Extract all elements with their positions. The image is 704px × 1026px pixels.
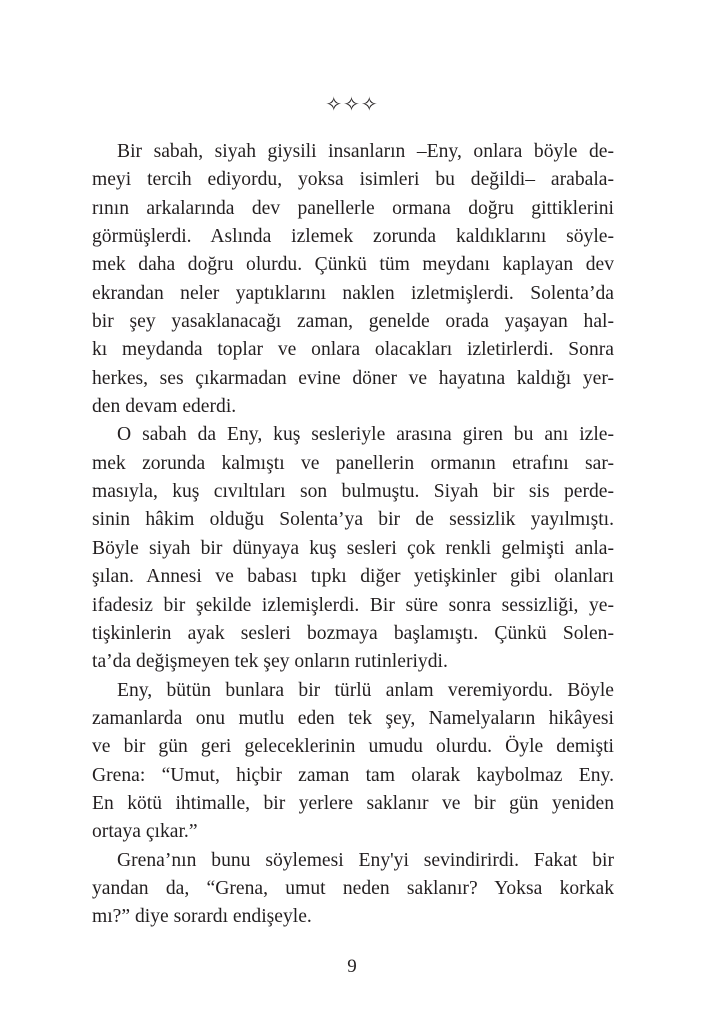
text-line: masıyla, kuş cıvıltıları son bulmuştu. Siyah bir sis perde- [92,481,614,503]
text-line: mek daha doğru olurdu. Çünkü tüm meydanı kaplayan dev [92,254,614,276]
text-line: ekrandan neler yaptıklarını naklen izletmişlerdi. Solenta’da [92,282,614,304]
text-line: Böyle siyah bir dünyaya kuş sesleri çok renkli gelmişti anla- [92,537,614,559]
section-break-ornament: ✧✧✧ [325,94,379,116]
text-line: Eny, bütün bunlara bir türlü anlam veremiyordu. Böyle [117,679,614,701]
text-line: En kötü ihtimalle, bir yerlere saklanır ve bir gün yeniden [92,792,614,814]
text-line: den devam ederdi. [92,396,237,418]
text-line: ifadesiz bir şekilde izlemişlerdi. Bir süre sonra sessizliği, ye- [92,594,614,616]
text-line: Grena’nın bunu söylemesi Eny'yi sevindirirdi. Fakat bir [117,849,614,871]
paragraph [92,847,614,932]
text-line: rının arkalarında dev panellerle ormana doğru gittiklerini [92,197,614,219]
text-line: mek zorunda kalmıştı ve panellerin ormanın etrafını sar- [92,452,614,474]
text-line: mı?” diye sorardı endişeyle. [92,906,312,928]
text-line: Grena: “Umut, hiçbir zaman tam olarak kaybolmaz Eny. [92,764,614,786]
text-line: ortaya çıkar.” [92,821,198,843]
page-number: 9 [347,956,357,977]
paragraph [92,677,614,847]
paragraph [92,138,614,421]
text-line: kı meydanda toplar ve onlara olacakları izletirlerdi. Sonra [92,339,614,361]
text-line: meyi tercih ediyordu, yoksa isimleri bu değildi– arabala- [92,169,614,191]
text-line: herkes, ses çıkarmadan evine döner ve hayatına kaldığı yer- [92,367,614,389]
text-line: sinin hâkim olduğu Solenta’ya bir de sessizlik yayılmıştı. [92,509,614,531]
body-text [92,138,614,932]
text-line: şılan. Annesi ve babası tıpkı diğer yetişkinler gibi olanları [92,566,614,588]
text-line: tişkinlerin ayak sesleri bozmaya başlamıştı. Çünkü Solen- [92,622,614,644]
text-line: ve bir gün geri geleceklerinin umudu olurdu. Öyle demişti [92,736,614,758]
text-line: zamanlarda onu mutlu eden tek şey, Namelyaların hikâyesi [92,707,614,729]
text-line: ta’da değişmeyen tek şey onların rutinleriydi. [92,651,448,673]
paragraph [92,421,614,676]
text-line: Bir sabah, siyah giysili insanların –Eny, onlara böyle de- [117,141,614,162]
text-line: O sabah da Eny, kuş sesleriyle arasına giren bu anı izle- [117,424,614,446]
text-line: görmüşlerdi. Aslında izlemek zorunda kaldıklarını söyle- [92,226,614,248]
text-line: bir şey yasaklanacağı zaman, genelde orada yaşayan hal- [92,311,614,333]
text-line: yandan da, “Grena, umut neden saklanır? Yoksa korkak [92,877,614,899]
